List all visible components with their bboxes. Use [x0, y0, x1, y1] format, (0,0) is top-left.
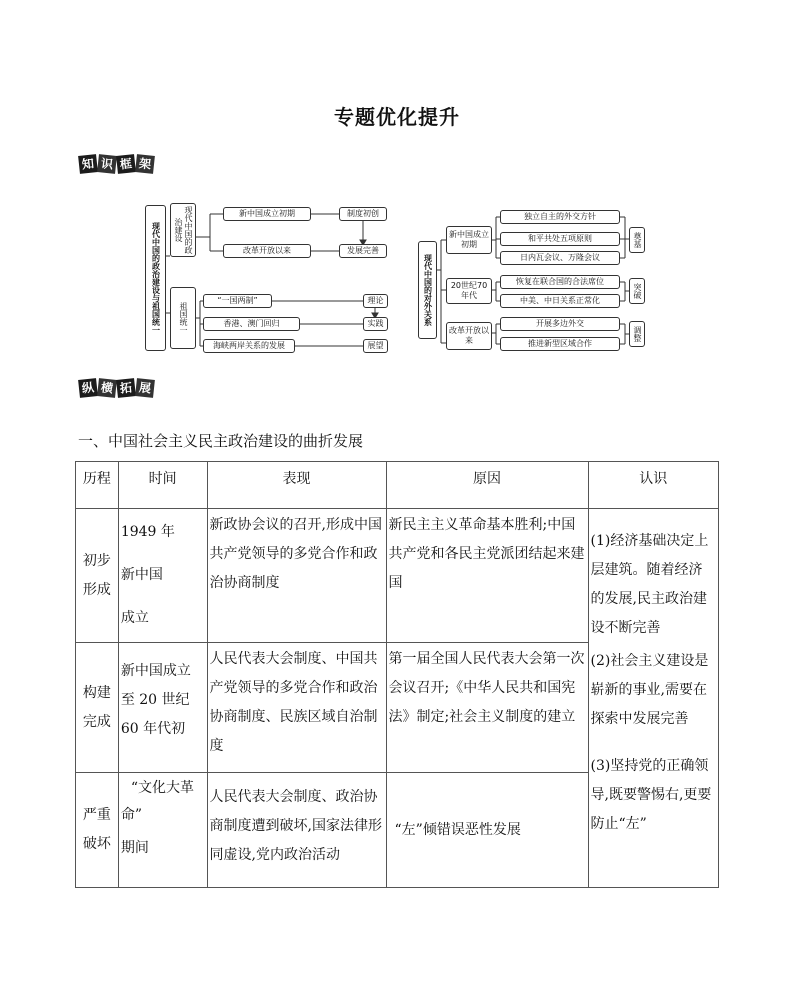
time-text: 新中国: [120, 567, 163, 583]
foreign-item-regional: 推进新型区域合作: [500, 337, 620, 351]
time-cell: [118, 773, 207, 888]
reason-cell: 新民主主义革命基本胜利;中国共产党和各民主党派团结起来建国: [386, 509, 588, 643]
phase-text: 形成: [82, 581, 111, 598]
section-title: 一、中国社会主义民主政治建设的曲折发展: [78, 432, 364, 450]
phase-text: 构建: [82, 684, 111, 701]
politics-item-reform: 改革开放以来: [223, 244, 311, 258]
time-text: “文化大革: [130, 780, 194, 796]
badge-char: 横: [97, 378, 117, 398]
badge-char: 识: [97, 154, 117, 174]
foreign-item-five-principles: 和平共处五项原则: [500, 232, 620, 246]
header-time: 时间: [118, 462, 207, 509]
unify-result-practice: 实践: [363, 317, 388, 331]
phase-cell: [76, 773, 119, 888]
foreign-tag-adjustment: 调整: [629, 321, 645, 347]
cognition-cell: [588, 509, 718, 888]
manifestation-cell: 人民代表大会制度、中国共产党领导的多党合作和政治协商制度、民族区域自治制度: [207, 643, 386, 773]
badge-char: 知: [78, 154, 98, 174]
democracy-development-table: [75, 461, 719, 888]
phase-text: 破坏: [82, 836, 111, 852]
manifestation-cell: 新政协会议的召开,形成中国共产党领导的多党合作和政治协商制度: [207, 509, 386, 643]
foreign-item-un-seat: 恢复在联合国的合法席位: [500, 275, 620, 289]
unify-item-return: 香港、澳门回归: [203, 317, 300, 331]
cognition-point: (1)经济基础决定上层建筑。随着经济的发展,民主政治建设不断完善: [590, 533, 709, 636]
badge-char: 架: [135, 154, 155, 174]
badge-char: 纵: [78, 378, 98, 398]
phase-cell: [76, 643, 119, 773]
header-reason: 原因: [386, 462, 588, 509]
time-text: 命”: [120, 807, 142, 823]
table-row: [76, 509, 719, 643]
page-title: 专题优化提升: [334, 105, 460, 129]
left-root-node: 现代中国的政治建设与祖国统一: [145, 205, 166, 351]
politics-result-founding: 制度初创: [339, 207, 387, 221]
unify-result-outlook: 展望: [363, 339, 388, 353]
unify-result-theory: 理论: [363, 294, 388, 308]
politics-item-early: 新中国成立初期: [223, 207, 311, 221]
foreign-stage-early: 新中国成立初期: [446, 226, 492, 254]
time-text: 至 20 世纪: [120, 692, 190, 708]
foreign-tag-breakthrough: 突破: [629, 278, 645, 304]
foreign-stage-70s: 20世纪70年代: [446, 278, 492, 304]
unify-branch-node: 祖国统一: [170, 287, 196, 349]
phase-cell: [76, 509, 119, 643]
time-text: 成立: [120, 610, 149, 626]
foreign-item-multilateral: 开展多边外交: [500, 317, 620, 331]
cognition-point: (3)坚持党的正确领导,既要警惕右,更要防止“左”: [590, 758, 712, 832]
phase-text: 初步: [82, 552, 111, 569]
foreign-item-conferences: 日内瓦会议、万隆会议: [500, 251, 620, 265]
cognition-point: (2)社会主义建设是崭新的事业,需要在探索中发展完善: [590, 653, 709, 727]
right-root-node: 现代中国的对外关系: [418, 241, 437, 339]
time-text: 新中国成立: [120, 663, 191, 679]
extension-badge: [79, 379, 155, 397]
badge-char: 拓: [116, 378, 136, 398]
table-header-row: [76, 462, 719, 509]
time-text: 期间: [120, 840, 149, 856]
header-phase: 历程: [76, 462, 119, 509]
reason-cell: 第一届全国人民代表大会第一次会议召开;《中华人民共和国宪法》制定;社会主义制度的建立: [386, 643, 588, 773]
foreign-stage-reform: 改革开放以来: [446, 322, 492, 350]
phase-text: 完成: [82, 713, 111, 730]
time-text: 60 年代初: [120, 721, 186, 737]
unify-item-one-country: “一国两制”: [203, 294, 272, 308]
time-text: 1949 年: [120, 524, 175, 540]
manifestation-cell: 人民代表大会制度、政治协商制度遭到破坏,国家法律形同虚设,党内政治活动: [207, 773, 386, 888]
unify-item-cross-strait: 海峡两岸关系的发展: [203, 339, 295, 353]
time-cell: [118, 509, 207, 643]
foreign-item-normalization: 中美、中日关系正常化: [500, 294, 620, 308]
foreign-tag-foundation: 奠基: [629, 227, 645, 253]
badge-char: 框: [116, 154, 136, 174]
politics-result-developing: 发展完善: [339, 244, 387, 258]
politics-branch-node: 现代中国的政治建设: [170, 203, 196, 257]
foreign-item-independent: 独立自主的外交方针: [500, 210, 620, 224]
time-cell: [118, 643, 207, 773]
knowledge-framework-badge: [79, 155, 155, 173]
header-manifestation: 表现: [207, 462, 386, 509]
badge-char: 展: [135, 378, 155, 398]
reason-cell: “左”倾错误恶性发展: [386, 773, 588, 888]
header-cognition: 认识: [588, 462, 718, 509]
phase-text: 严重: [82, 807, 111, 823]
